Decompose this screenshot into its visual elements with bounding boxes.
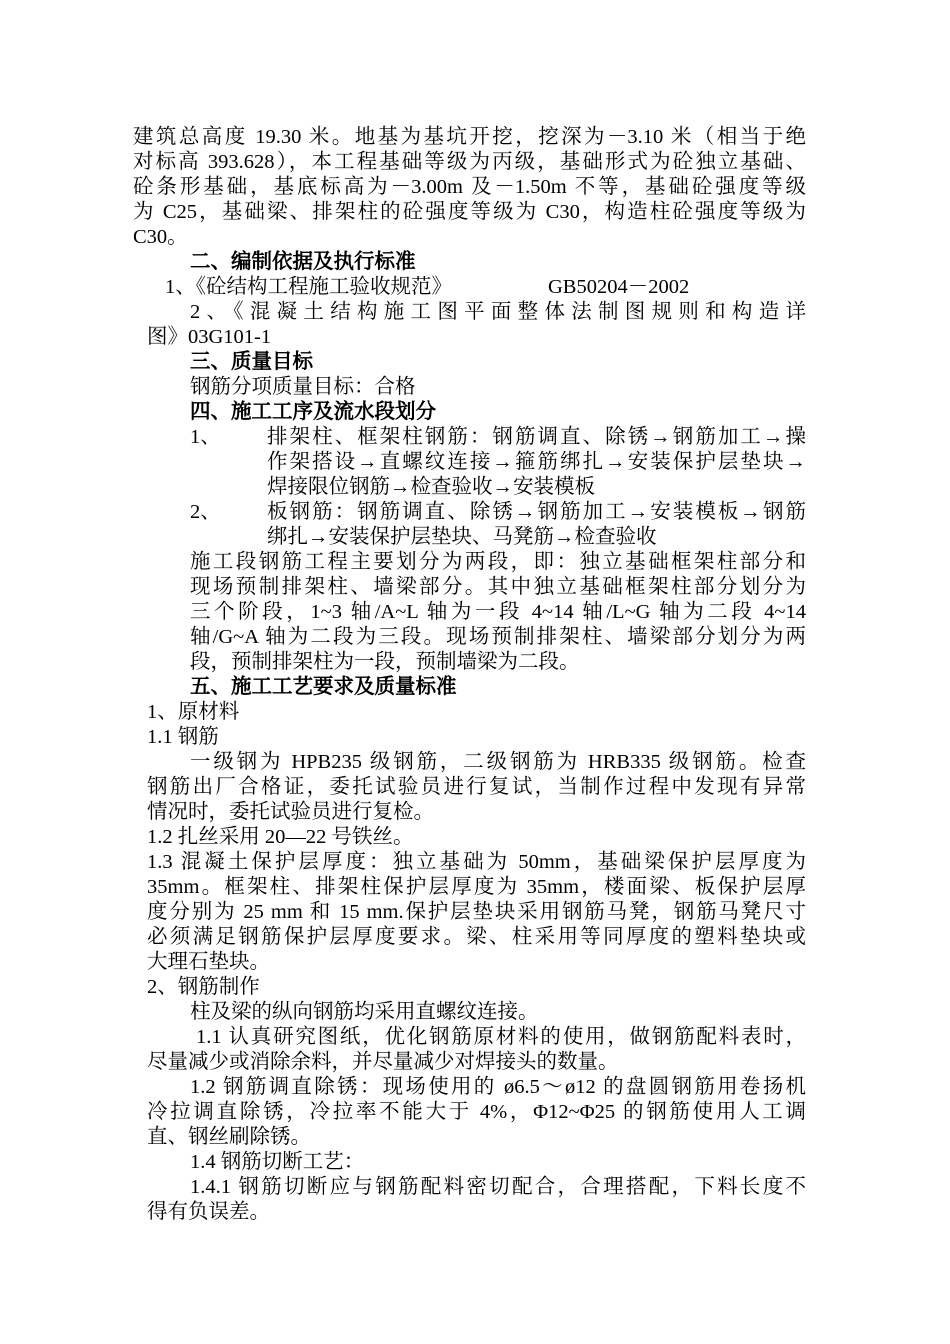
body-line: 必须满足钢筋保护层厚度要求。梁、柱采用等同厚度的塑料垫块或 bbox=[147, 926, 806, 948]
body-line: 现场预制排架柱、墙梁部分。其中独立基础框架柱部分划分为 bbox=[190, 576, 806, 598]
body-line: 砼条形基础，基底标高为－3.00m 及－1.50m 不等，基础砼强度等级 bbox=[133, 176, 806, 198]
body-line: 柱及梁的纵向钢筋均采用直螺纹连接。 bbox=[190, 1001, 539, 1023]
list-item-line: 绑扎→安装保护层垫块、马凳筋→检查验收 bbox=[267, 526, 657, 548]
list-item-line: 作架搭设→直螺纹连接→箍筋绑扎→安装保护层垫块→ bbox=[267, 451, 806, 473]
reference-code: GB50204－2002 bbox=[548, 276, 690, 298]
body-line: 1.2 钢筋调直除锈：现场使用的 ø6.5～ø12 的盘圆钢筋用卷扬机 bbox=[190, 1076, 806, 1098]
body-line: 尽量减少或消除余料，并尽量减少对焊接头的数量。 bbox=[147, 1051, 619, 1073]
body-line: 冷拉调直除锈，冷拉率不能大于 4%，Φ12~Φ25 的钢筋使用人工调 bbox=[147, 1101, 806, 1123]
body-line: C30。 bbox=[133, 226, 188, 248]
body-line: 得有负误差。 bbox=[147, 1201, 270, 1223]
section-heading: 五、施工工艺要求及质量标准 bbox=[190, 676, 457, 698]
body-line: 对标高 393.628），本工程基础等级为丙级，基础形式为砼独立基础、 bbox=[133, 151, 806, 173]
body-line: 三个阶段，1~3 轴/A~L 轴为一段 4~14 轴/L~G 轴为二段 4~14 bbox=[190, 601, 806, 623]
body-line: 35mm。框架柱、排架柱保护层厚度为 35mm，楼面梁、板保护层厚 bbox=[147, 876, 806, 898]
body-line: 为 C25，基础梁、排架柱的砼强度等级为 C30，构造柱砼强度等级为 bbox=[133, 201, 806, 223]
body-line: 大理石垫块。 bbox=[147, 951, 270, 973]
body-line: 度分别为 25 mm 和 15 mm.保护层垫块采用钢筋马凳，钢筋马凳尺寸 bbox=[147, 901, 806, 923]
body-line: 1.3 混凝土保护层厚度：独立基础为 50mm，基础梁保护层厚度为 bbox=[147, 851, 806, 873]
body-line: 施工段钢筋工程主要划分为两段，即：独立基础框架柱部分和 bbox=[190, 551, 806, 573]
list-number: 1、 bbox=[190, 426, 221, 448]
subsection-heading: 1.1 钢筋 bbox=[147, 726, 219, 748]
list-number: 2、 bbox=[190, 501, 221, 523]
reference-item: 2、《混凝土结构施工图平面整体法制图规则和构造详 bbox=[190, 301, 806, 323]
reference-item: 1、《砼结构工程施工验收规范》 bbox=[165, 276, 452, 298]
body-line: 轴/G~A 轴为二段为三段。现场预制排架柱、墙梁部分划分为两 bbox=[190, 626, 806, 648]
list-item-line: 焊接限位钢筋→检查验收→安装模板 bbox=[267, 476, 595, 498]
body-line: 钢筋分项质量目标：合格 bbox=[190, 376, 416, 398]
body-line: 段，预制排架柱为一段，预制墙梁为二段。 bbox=[190, 651, 580, 673]
body-line: 一级钢为 HPB235 级钢筋，二级钢筋为 HRB335 级钢筋。检查 bbox=[190, 751, 806, 773]
body-line: 1.4.1 钢筋切断应与钢筋配料密切配合，合理搭配，下料长度不 bbox=[190, 1176, 806, 1198]
section-heading: 二、编制依据及执行标准 bbox=[190, 251, 416, 273]
body-line: 1.2 扎丝采用 20—22 号铁丝。 bbox=[147, 826, 414, 848]
body-line: 直、钢丝刷除锈。 bbox=[147, 1126, 311, 1148]
section-heading: 三、质量目标 bbox=[190, 351, 313, 373]
subsection-heading: 1、原材料 bbox=[147, 701, 240, 723]
body-line: 建筑总高度 19.30 米。地基为基坑开挖，挖深为－3.10 米（相当于绝 bbox=[133, 126, 806, 148]
body-line: 情况时，委托试验员进行复检。 bbox=[147, 801, 434, 823]
reference-item-cont: 图》03G101-1 bbox=[147, 326, 272, 348]
section-heading: 四、施工工序及流水段划分 bbox=[190, 401, 436, 423]
body-line: 1.1 认真研究图纸，优化钢筋原材料的使用，做钢筋配料表时， bbox=[196, 1026, 806, 1048]
list-item-line: 排架柱、框架柱钢筋：钢筋调直、除锈→钢筋加工→操 bbox=[267, 426, 806, 448]
body-line: 1.4 钢筋切断工艺： bbox=[190, 1151, 365, 1173]
list-item-line: 板钢筋：钢筋调直、除锈→钢筋加工→安装模板→钢筋 bbox=[267, 501, 806, 523]
subsection-heading: 2、钢筋制作 bbox=[147, 976, 260, 998]
body-line: 钢筋出厂合格证，委托试验员进行复试，当制作过程中发现有异常 bbox=[147, 776, 806, 798]
